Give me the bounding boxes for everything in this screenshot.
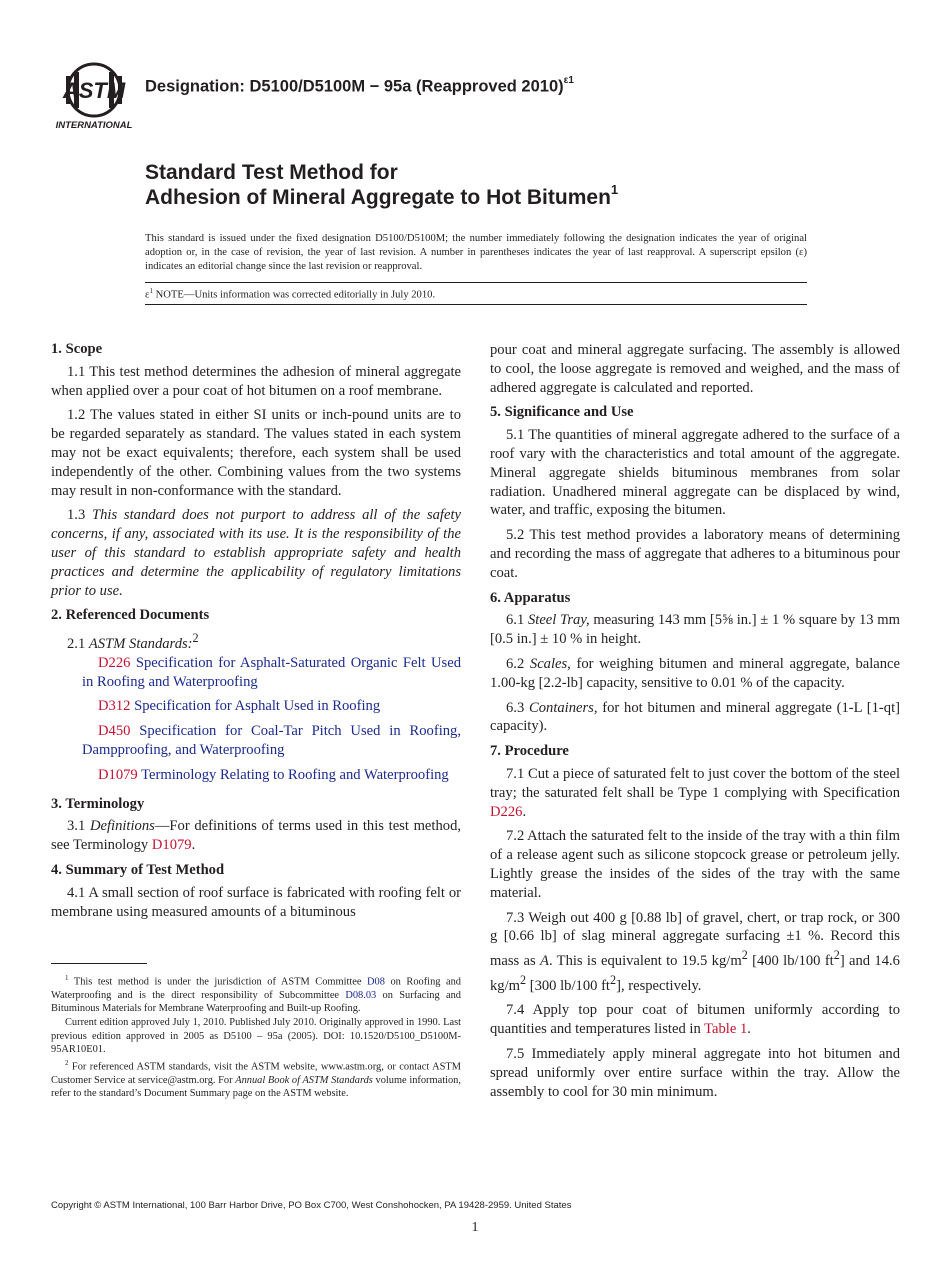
paragraph-5-2: 5.2 This test method provides a laboratory means of determining and recording the mass of aggregate that adheres to a bituminous pour coat. <box>490 527 900 581</box>
footnote-num: 1 <box>65 974 69 982</box>
para-text: for hot bitumen and mineral aggregate (1-L [1-qt] capacity). <box>490 699 901 735</box>
item-term: Containers, <box>529 699 598 716</box>
para-num: 6.1 <box>506 612 528 629</box>
para-text: [300 lb/100 ft <box>526 977 610 994</box>
para-num: 3.1 <box>67 818 90 835</box>
reference-title-link[interactable]: Specification for Coal-Tar Pitch Used in Roofing, Dampproofing, and Waterproofing <box>82 723 461 758</box>
para-text: . This is equivalent to 19.5 kg/m <box>548 952 742 969</box>
note-text: NOTE—Units information was corrected editorially in July 2010. <box>152 289 436 301</box>
terminology-link[interactable]: D1079 <box>151 837 192 854</box>
para-text: 7.1 Cut a piece of saturated felt to just cover the bottom of the steel tray; the saturated felt shall be Type 1 complying with Specification <box>490 765 900 801</box>
committee-link[interactable]: D08 <box>367 976 385 988</box>
specification-link[interactable]: D226 <box>490 803 523 820</box>
safety-statement: This standard does not purport to address all of the safety concerns, if any, associated with its use. It is the responsibility of the user of this standard to establish appropriate safety and health practices and determine the applicability of regulatory limitations prior to use. <box>51 507 461 599</box>
footnotes <box>51 972 461 1102</box>
footnote-edition: Current edition approved July 1, 2010. Published July 2010. Originally approved in 1990. Last previous edition approved in 2005 as D5100 – 95a (2005). DOI: 10.1520/D5100_D5100M-95AR10E01. <box>51 1017 461 1055</box>
paragraph-2-1 <box>51 629 461 654</box>
footnote-text: on Surfacing and Bituminous Materials for Membrane Waterproofing and Built-up Roofing. <box>51 989 461 1015</box>
para-text: —For definitions of terms used in this test method, see Terminology <box>51 818 462 854</box>
footnote-text: on Roofing and Waterproofing and is the direct responsibility of Subcommittee <box>51 976 461 1001</box>
footnote-2 <box>51 1057 461 1100</box>
reference-code-link[interactable]: D450 <box>98 723 131 740</box>
section-heading-terminology: 3. Terminology <box>51 795 145 812</box>
section-heading-referenced-documents: 2. Referenced Documents <box>51 607 210 624</box>
paragraph-7-3 <box>490 909 900 996</box>
page-number: 1 <box>471 1220 479 1235</box>
title-line1: Standard Test Method for <box>145 161 398 184</box>
reference-title-link[interactable]: Specification for Asphalt-Saturated Organic Felt Used in Roofing and Waterproofing <box>82 654 461 690</box>
paragraph-4-1-continued: pour coat and mineral aggregate surfacing. The assembly is allowed to cool, the loose aggregate is removed and weighed, and the mass of adhered aggregate is calculated and reported. <box>490 342 900 396</box>
para-end: . <box>191 837 196 854</box>
para-text: 7.3 Weigh out 400 g [0.88 lb] of gravel, chert, or trap rock, or 300 g [0.66 lb] of slag mineral aggregate surfacing ±1 %. Record this mass as <box>490 909 900 969</box>
section-heading-significance: 5. Significance and Use <box>490 404 634 421</box>
superscript: 2 <box>833 948 840 963</box>
section-heading-apparatus: 6. Apparatus <box>490 589 571 606</box>
reference-item[interactable] <box>51 722 461 760</box>
para-text: ], respectively. <box>616 977 702 994</box>
paragraph-6-1 <box>490 611 900 649</box>
para-text: [400 lb/100 ft <box>747 952 834 969</box>
footnote-divider <box>51 963 147 964</box>
title-footnote-ref: 1 <box>610 182 619 197</box>
para-text: 7.4 Apply top pour coat of bitumen uniformly according to quantities and temperatures listed in <box>490 1002 900 1038</box>
paragraph-4-1: 4.1 A small section of roof surface is fabricated with roofing felt or membrane using measured amounts of a bituminous <box>51 884 461 920</box>
para-num: 6.3 <box>506 699 529 716</box>
superscript: 2 <box>741 948 748 963</box>
reference-code-link[interactable]: D226 <box>98 654 131 671</box>
divider <box>145 304 807 305</box>
paragraph-3-1 <box>51 817 461 855</box>
astm-standards-label: ASTM Standards: <box>88 636 193 653</box>
designation <box>145 77 574 97</box>
paragraph-6-2 <box>490 655 900 693</box>
preamble: This standard is issued under the fixed designation D5100/D5100M; the number immediately following the designation indicates the year of original adoption or, in the case of revision, the year of last revision. A number in parentheses indicates the year of last reapproval. A superscript epsilon (ε) indicates an editorial change since the last revision or reapproval. <box>145 233 807 272</box>
reference-item[interactable] <box>51 766 461 785</box>
reference-title-link[interactable]: Terminology Relating to Roofing and Waterproofing <box>137 766 449 783</box>
left-column <box>51 340 461 927</box>
section-heading-scope: 1. Scope <box>51 341 103 357</box>
reference-list <box>51 654 461 785</box>
footnote-1 <box>51 972 461 1015</box>
right-column <box>490 341 900 1107</box>
reference-item[interactable] <box>51 654 461 692</box>
paragraph-1-2: 1.2 The values stated in either SI units or inch-pound units are to be regarded separately as standard. The values stated in each system may not be exact equivalents; therefore, each system shall be used independently of the other. Combining values from the two systems may result in non-conformance with the standard. <box>51 407 461 499</box>
superscript: 2 <box>520 972 527 987</box>
superscript: 2 <box>610 972 617 987</box>
divider <box>145 282 807 283</box>
para-text: measuring 143 mm [5⅝ in.] ± 1 % square by 13 mm [0.5 in.] ± 10 % in height. <box>490 612 901 648</box>
designation-text: Designation: D5100/D5100M − 95a (Reapproved 2010) <box>145 77 564 96</box>
reference-code-link[interactable]: D1079 <box>98 766 138 783</box>
variable: A <box>540 952 549 969</box>
paragraph-7-5: 7.5 Immediately apply mineral aggregate into hot bitumen and spread uniformly over entire surface within the tray. Allow the assembly to cool for 30 min minimum. <box>490 1046 900 1100</box>
paragraph-7-2: 7.2 Attach the saturated felt to the inside of the tray with a thin film of a release agent such as silicone stopcock grease or petroleum jelly. Lightly grease the insides of the sides of the tray with the same material. <box>490 828 900 901</box>
para-end: . <box>522 803 527 820</box>
para-num: 6.2 <box>506 655 530 672</box>
note-sup: 1 <box>149 287 153 295</box>
reference-item[interactable] <box>51 697 461 716</box>
section-heading-summary: 4. Summary of Test Method <box>51 861 225 878</box>
paragraph-1-3 <box>51 506 461 600</box>
para-text: ] and 14.6 kg/m <box>490 952 900 994</box>
footnote-italic: Annual Book of ASTM Standards <box>235 1075 373 1087</box>
note-symbol: ε <box>145 289 150 301</box>
paragraph-6-3 <box>490 699 900 737</box>
para-num: 1.3 <box>67 507 93 524</box>
footnote-num: 2 <box>65 1059 69 1068</box>
para-text: for weighing bitumen and mineral aggregate, balance 1.00-kg [2.2-lb] capacity, sensitive to 0.01 % of the capacity. <box>490 655 901 691</box>
paragraph-5-1: 5.1 The quantities of mineral aggregate adhered to the surface of a roof vary with the characteristics and total amount of the aggregate. Mineral aggregate shields bituminous membranes from solar radiation. Unadhered mineral aggregate can be displaced by wind, water, and traffic, exposing the bitumen. <box>490 427 900 519</box>
section-heading-procedure: 7. Procedure <box>490 743 569 760</box>
table-link[interactable]: Table 1 <box>704 1021 748 1038</box>
footnote-ref: 2 <box>192 631 199 646</box>
footnote-text: For referenced ASTM standards, visit the ASTM website, www.astm.org, or contact ASTM Customer Service at service@astm.org. For <box>51 1061 461 1087</box>
copyright: Copyright © ASTM International, 100 Barr Harbor Drive, PO Box C700, West Conshohocken, PA 19428-2959. United States <box>51 1200 572 1211</box>
para-num: 2.1 <box>67 636 89 653</box>
logo-subtext: INTERNATIONAL <box>55 120 133 131</box>
paragraph-7-1 <box>490 765 900 821</box>
footnote-text: volume information, refer to the standard’s Document Summary page on the ASTM website. <box>51 1075 461 1100</box>
title-line2 <box>145 184 618 210</box>
definitions-label: Definitions <box>89 818 155 835</box>
reference-code-link[interactable]: D312 <box>98 698 131 715</box>
item-term: Scales, <box>529 655 571 672</box>
footnote-text: This test method is under the jurisdiction of ASTM Committee <box>68 976 368 988</box>
title-line2-text: Adhesion of Mineral Aggregate to Hot Bitumen <box>145 186 611 209</box>
para-end: . <box>747 1021 751 1038</box>
editorial-note <box>145 287 435 301</box>
logo-text: ASTM <box>62 78 126 103</box>
item-term: Steel Tray, <box>527 612 590 629</box>
paragraph-7-4 <box>490 1001 900 1039</box>
astm-logo <box>52 62 136 132</box>
reference-title-link[interactable]: Specification for Asphalt Used in Roofing <box>130 698 381 715</box>
paragraph-1-1: 1.1 This test method determines the adhesion of mineral aggregate when applied over a pour coat of hot bitumen on a roof membrane. <box>51 363 461 399</box>
designation-sup: ε1 <box>563 75 574 86</box>
subcommittee-link[interactable]: D08.03 <box>345 989 377 1001</box>
